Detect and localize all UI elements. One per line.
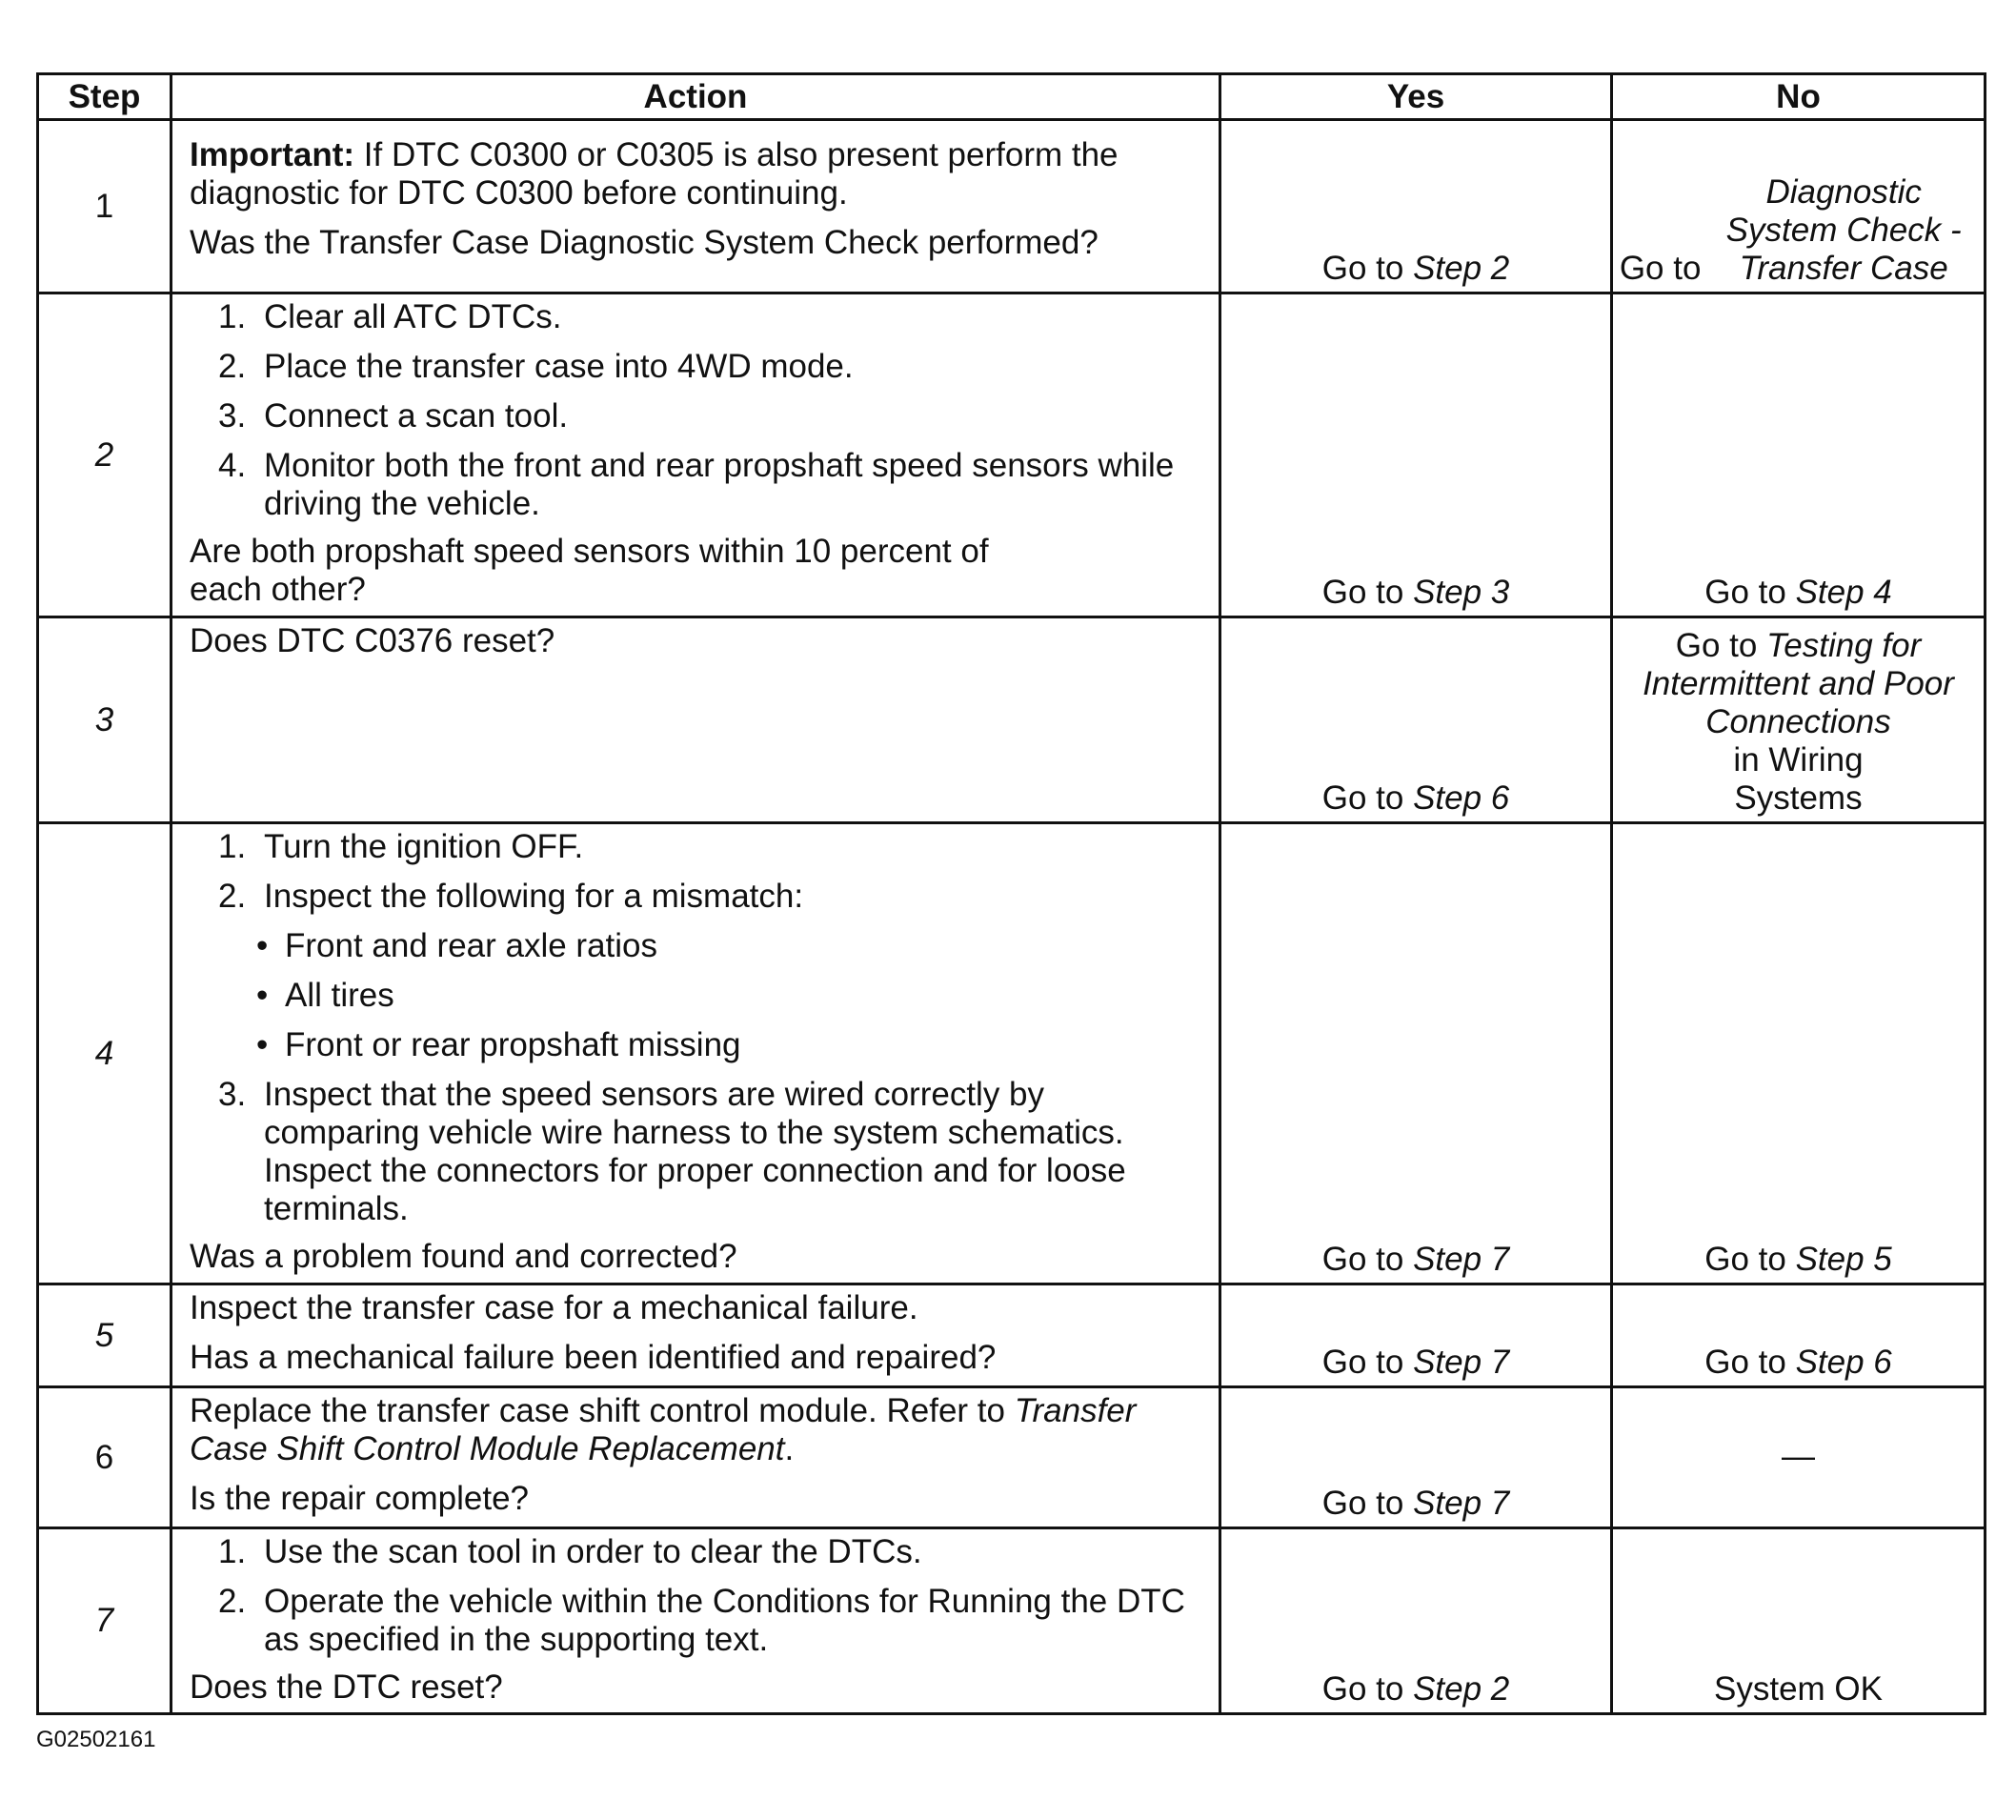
- system-ok: System OK: [1714, 1670, 1883, 1708]
- list-item: [218, 1583, 1198, 1659]
- no-cell: [1612, 823, 1986, 1284]
- procedure-list: [190, 828, 1198, 916]
- item-number: 2.: [218, 878, 247, 915]
- procedure-list: [190, 1076, 1198, 1228]
- step-number: 2: [38, 293, 171, 617]
- procedure-list: [190, 1533, 1198, 1659]
- action-cell: [171, 617, 1220, 823]
- no-dash: —: [1782, 1437, 1815, 1475]
- figure-id: G02502161: [36, 1727, 156, 1752]
- list-item: [256, 927, 1198, 965]
- table-row: [38, 617, 1986, 823]
- item-text: Use the scan tool in order to clear the DTCs.: [264, 1533, 922, 1570]
- yes-cell: [1220, 617, 1612, 823]
- no-step-link: Step 5: [1795, 1241, 1892, 1278]
- item-text: Turn the ignition OFF.: [264, 828, 584, 865]
- table-row: [38, 293, 1986, 617]
- yes-prefix: Go to: [1321, 1485, 1414, 1522]
- item-number: 1.: [218, 1533, 247, 1570]
- no-step-link: Step 6: [1795, 1344, 1892, 1381]
- yes-cell: [1220, 293, 1612, 617]
- yes-step-link: Step 7: [1413, 1241, 1510, 1278]
- item-text: Operate the vehicle within the Conditions for Running the DTC as specified in the supporting text.: [264, 1583, 1185, 1658]
- item-number: 2.: [218, 348, 247, 385]
- yes-prefix: Go to: [1321, 779, 1414, 817]
- yes-prefix: Go to: [1321, 1670, 1414, 1708]
- no-step-link: Testing for Intermittent and Poor Connections: [1643, 627, 1954, 740]
- no-cell: [1612, 1284, 1986, 1387]
- no-prefix: Go to: [1704, 1241, 1796, 1278]
- list-item: [218, 1076, 1198, 1228]
- important-label: Important:: [190, 136, 355, 173]
- no-cell: [1612, 1528, 1986, 1714]
- step-question: Does the DTC reset?: [190, 1668, 503, 1706]
- yes-cell: [1220, 120, 1612, 293]
- no-prefix: Go to: [1704, 1344, 1796, 1381]
- table-row: [38, 1284, 1986, 1387]
- bullet-text: Front or rear propshaft missing: [285, 1026, 741, 1063]
- table-row: [38, 120, 1986, 293]
- bullet-text: Front and rear axle ratios: [285, 927, 658, 964]
- list-item: [218, 348, 1198, 386]
- no-prefix: Go to: [1704, 574, 1796, 611]
- yes-cell: [1220, 1284, 1612, 1387]
- action-cell: [171, 1528, 1220, 1714]
- header-action: Action: [171, 74, 1220, 120]
- mismatch-bullet-list: [190, 927, 1198, 1064]
- no-cell: [1612, 293, 1986, 617]
- yes-cell: [1220, 823, 1612, 1284]
- list-item: [218, 397, 1198, 435]
- step-question: Has a mechanical failure been identified and repaired?: [190, 1339, 997, 1376]
- action-cell: [171, 120, 1220, 293]
- yes-step-link: Step 2: [1413, 250, 1510, 287]
- step-instruction: Inspect the transfer case for a mechanical failure.: [190, 1289, 918, 1326]
- list-item: [218, 1533, 1198, 1571]
- step-question: Is the repair complete?: [190, 1480, 530, 1517]
- item-number: 3.: [218, 397, 247, 435]
- item-text: Inspect the following for a mismatch:: [264, 878, 804, 915]
- diagnostic-table: [36, 72, 1986, 1715]
- table-row: [38, 823, 1986, 1284]
- item-number: 1.: [218, 298, 247, 335]
- header-no: No: [1612, 74, 1986, 120]
- header-row: [38, 74, 1986, 120]
- step-instruction: [190, 1392, 1198, 1468]
- yes-cell: [1220, 1528, 1612, 1714]
- step-question: Does DTC C0376 reset?: [190, 622, 555, 659]
- yes-cell: [1220, 1387, 1612, 1528]
- table-row: [38, 1528, 1986, 1714]
- step-question: Was a problem found and corrected?: [190, 1238, 737, 1275]
- item-text: Clear all ATC DTCs.: [264, 298, 562, 335]
- no-prefix: Go to: [1675, 627, 1767, 664]
- no-step-link: Diagnostic System Check - Transfer Case: [1725, 173, 1962, 287]
- bullet: •: [256, 977, 269, 1014]
- yes-step-link: Step 2: [1413, 1670, 1510, 1708]
- yes-step-link: Step 7: [1413, 1485, 1510, 1522]
- important-text: If DTC C0300 or C0305 is also present perform the diagnostic for DTC C0300 before continuing.: [190, 136, 1119, 212]
- procedure-list: [190, 298, 1198, 523]
- no-suffix: in Wiring Systems: [1733, 741, 1864, 817]
- yes-prefix: Go to: [1321, 574, 1414, 611]
- step-question: Was the Transfer Case Diagnostic System Check performed?: [190, 224, 1099, 261]
- item-text: Connect a scan tool.: [264, 397, 569, 435]
- list-item: [218, 878, 1198, 916]
- header-yes: Yes: [1220, 74, 1612, 120]
- instruction-end: .: [784, 1430, 795, 1467]
- item-text: Monitor both the front and rear propshaft speed sensors while driving the vehicle.: [264, 447, 1175, 522]
- item-number: 4.: [218, 447, 247, 484]
- list-item: [218, 828, 1198, 866]
- item-text: Inspect that the speed sensors are wired correctly by comparing vehicle wire harness to the system schematics. Inspect the connectors for proper connection and for loose terminals.: [264, 1076, 1126, 1227]
- yes-step-link: Step 3: [1413, 574, 1510, 611]
- step-number: 6: [38, 1387, 171, 1528]
- list-item: [256, 1026, 1198, 1064]
- list-item: [218, 447, 1198, 523]
- step-number: 3: [38, 617, 171, 823]
- no-prefix: Go to: [1619, 250, 1711, 287]
- step-number: 5: [38, 1284, 171, 1387]
- step-number: 4: [38, 823, 171, 1284]
- item-number: 1.: [218, 828, 247, 865]
- step-question: Are both propshaft speed sensors within 10 percent of each other?: [190, 533, 989, 608]
- yes-prefix: Go to: [1321, 1241, 1414, 1278]
- action-cell: [171, 1387, 1220, 1528]
- no-cell: [1612, 120, 1986, 293]
- item-number: 2.: [218, 1583, 247, 1620]
- yes-step-link: Step 7: [1413, 1344, 1510, 1381]
- procedure-reference: Transfer Case Shift Control Module Replacement: [190, 1392, 1137, 1467]
- step-number: 1: [38, 120, 171, 293]
- no-step-link: Step 4: [1795, 574, 1892, 611]
- bullet-text: All tires: [285, 977, 394, 1014]
- item-number: 3.: [218, 1076, 247, 1113]
- action-cell: [171, 1284, 1220, 1387]
- yes-prefix: Go to: [1321, 250, 1414, 287]
- yes-prefix: Go to: [1321, 1344, 1414, 1381]
- important-note: [190, 136, 1198, 212]
- bullet: •: [256, 1026, 269, 1063]
- action-cell: [171, 293, 1220, 617]
- instruction-text: Replace the transfer case shift control module. Refer to: [190, 1392, 1015, 1429]
- bullet: •: [256, 927, 269, 964]
- step-number: 7: [38, 1528, 171, 1714]
- list-item: [256, 977, 1198, 1015]
- no-cell: [1612, 1387, 1986, 1528]
- table-row: [38, 1387, 1986, 1528]
- list-item: [218, 298, 1198, 336]
- no-cell: [1612, 617, 1986, 823]
- header-step: Step: [38, 74, 171, 120]
- action-cell: [171, 823, 1220, 1284]
- item-text: Place the transfer case into 4WD mode.: [264, 348, 854, 385]
- yes-step-link: Step 6: [1413, 779, 1510, 817]
